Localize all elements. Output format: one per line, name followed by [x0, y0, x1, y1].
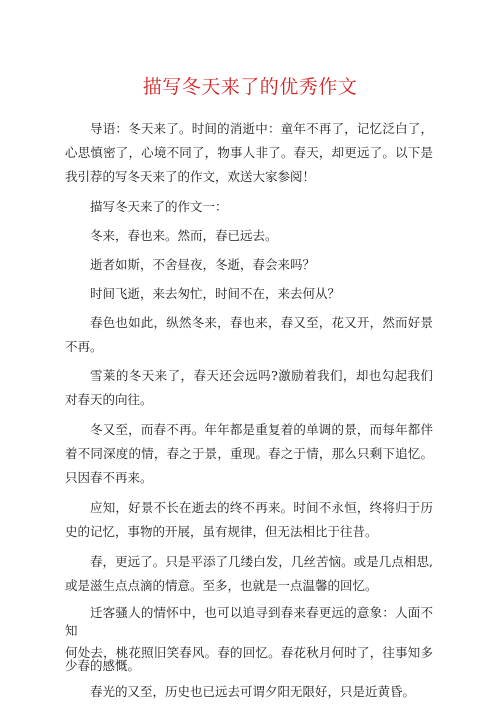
paragraph: 逝者如斯，不舍昼夜，冬逝，春会来吗？	[90, 257, 316, 272]
paragraph: 迁客骚人的情怀中，也可以追寻到春来春更远的意象：人面不知	[65, 605, 433, 638]
paragraph: 应知，好景不长在逝去的终不再来。时间不永恒，终将归于历史的记忆，事物的开展，虽有规律，但无法相比于往昔。	[65, 500, 433, 539]
paragraph: 雪莱的冬天来了，春天还会远吗?激励着我们，却也勾起我们对春天的向往。	[65, 368, 433, 407]
paragraph: 春，更远了。只是平添了几缕白发，几丝苦恼。或是几点相思,或是滋生点点滴的情意。至多，也就是一点温馨的回忆。	[65, 554, 433, 593]
paragraph: 时间飞逝，来去匆忙，时间不在，来去何从？	[90, 286, 341, 301]
paragraph-intro: 导语：冬天来了。时间的消逝中：童年不再了，记忆泛白了，心思慎密了，心境不同了，物事人非了。春天，却更远了。以下是我引荐的写冬天来了的作文，欢送大家参阅！	[65, 121, 433, 184]
paragraph: 冬又至，而春不再。年年都是重复着的单调的景，而每年都伴着不同深度的情，春之于景，重现。春之于情，那么只剩下追忆。只因春不再来。	[65, 422, 433, 485]
page-title: 描写冬天来了的优秀作文	[142, 76, 358, 98]
paragraph-subheading: 描写冬天来了的作文一：	[90, 199, 228, 214]
paragraph: 何处去，桃花照旧笑春风。春的回忆。春花秋月何时了，往事知多少春的感慨。	[65, 645, 433, 673]
article-body	[65, 117, 433, 709]
paragraph: 春色也如此，纵然冬来，春也来，春又至，花又开，然而好景不再。	[65, 315, 433, 354]
paragraph: 春光的又至，历史也已远去可谓夕阳无限好，只是近黄昏。	[90, 684, 416, 699]
paragraph: 冬来，春也来。然而，春已远去。	[90, 228, 278, 243]
